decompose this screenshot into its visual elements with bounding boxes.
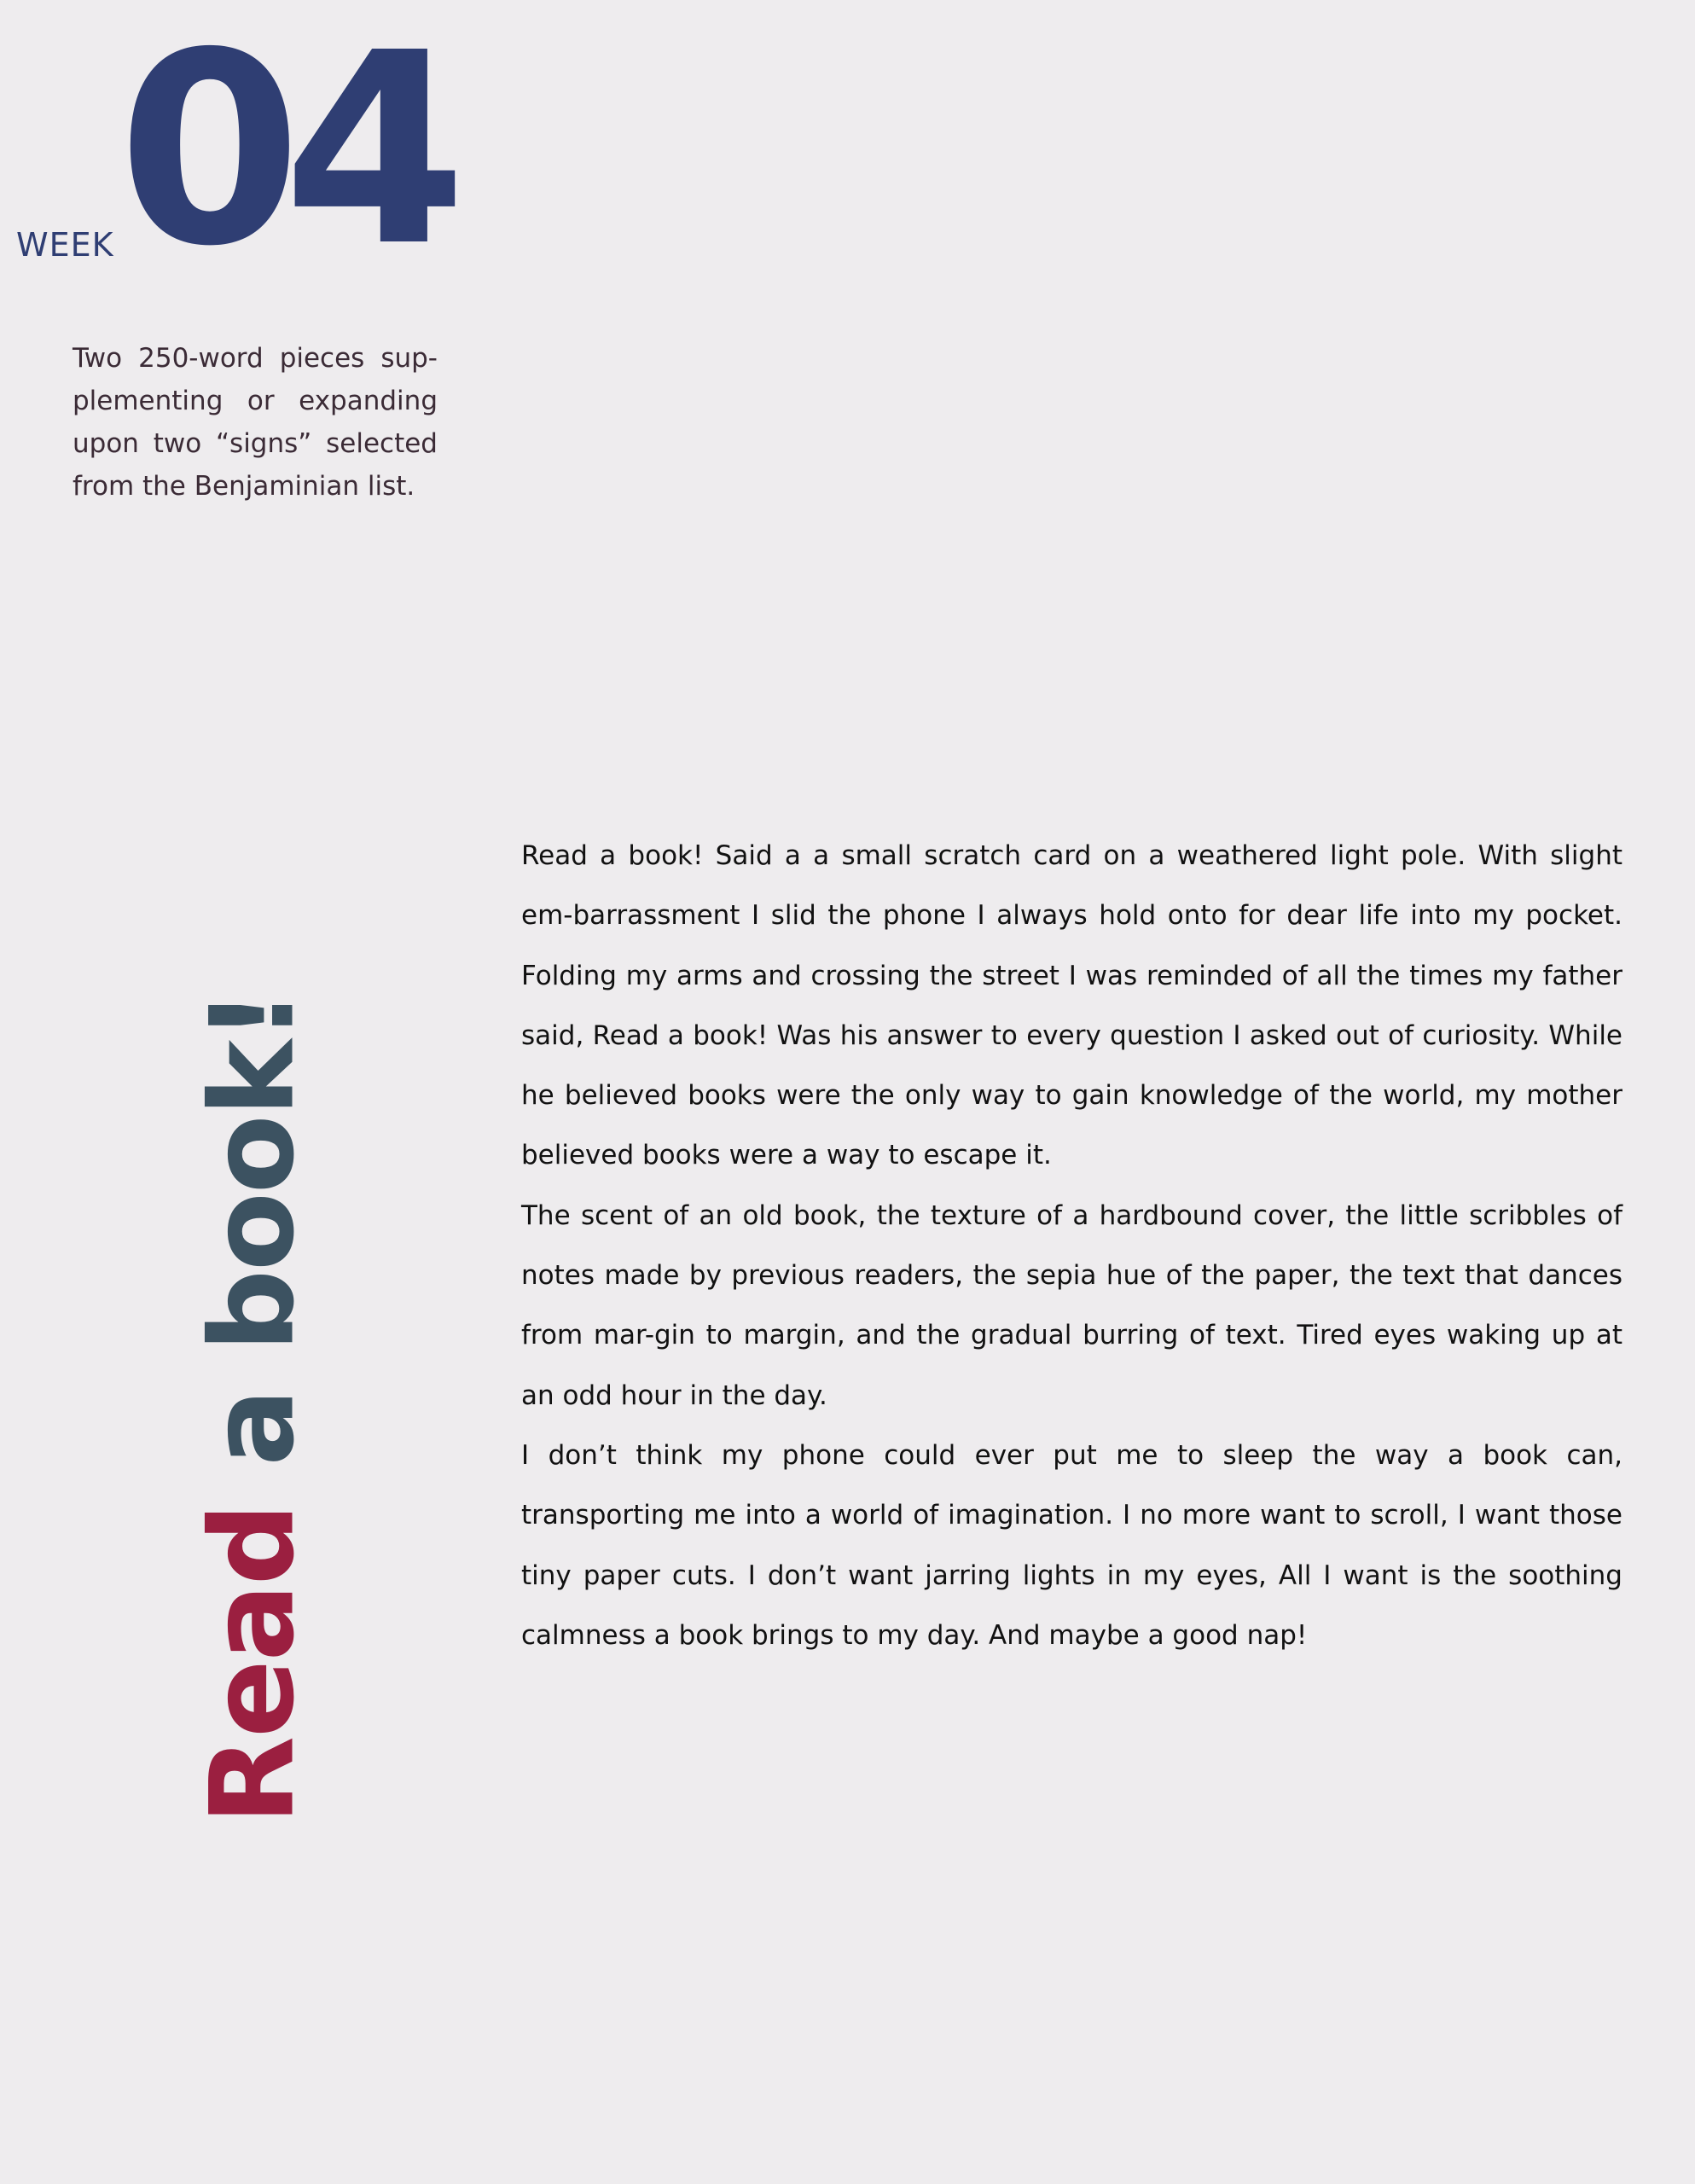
page-header bbox=[0, 0, 512, 305]
week-label: WEEK bbox=[16, 226, 114, 264]
title-a-book: a book! bbox=[185, 990, 320, 1467]
assignment-description: Two 250-word pieces sup-plementing or expanding upon two “signs” selected from the Benjaminian list. bbox=[73, 343, 438, 502]
essay-paragraph-1: Read a book! Said a a small scratch card on a weathered light pole. With slight em-barrassment I slid the phone I always hold onto for dear life into my pocket. Folding my arms and crossing the street I was reminded of all the times my father said, Read a book! Was his answer to every question I asked out of curiosity. While he believed books were the only way to gain knowledge of the world, my mother believed books were a way to escape it. bbox=[521, 840, 1622, 1171]
vertical-title bbox=[185, 990, 320, 1825]
essay-paragraph-2: The scent of an old book, the texture of a hardbound cover, the little scribbles of notes made by previous readers, the sepia hue of the paper, the text that dances from mar-gin to margin, and the gradual burring of text. Tired eyes waking up at an odd hour in the day. bbox=[521, 1199, 1622, 1411]
week-number: 04 bbox=[118, 0, 449, 305]
essay-paragraph-3: I don’t think my phone could ever put me to sleep the way a book can, transporting me into a world of imagination. I no more want to scroll, I want those tiny paper cuts. I don’t want jarring lights in my eyes, All I want is the soothing calmness a book brings to my day. And maybe a good nap! bbox=[521, 1439, 1622, 1651]
essay-body bbox=[521, 826, 1622, 1665]
title-read: Read bbox=[185, 1504, 320, 1825]
